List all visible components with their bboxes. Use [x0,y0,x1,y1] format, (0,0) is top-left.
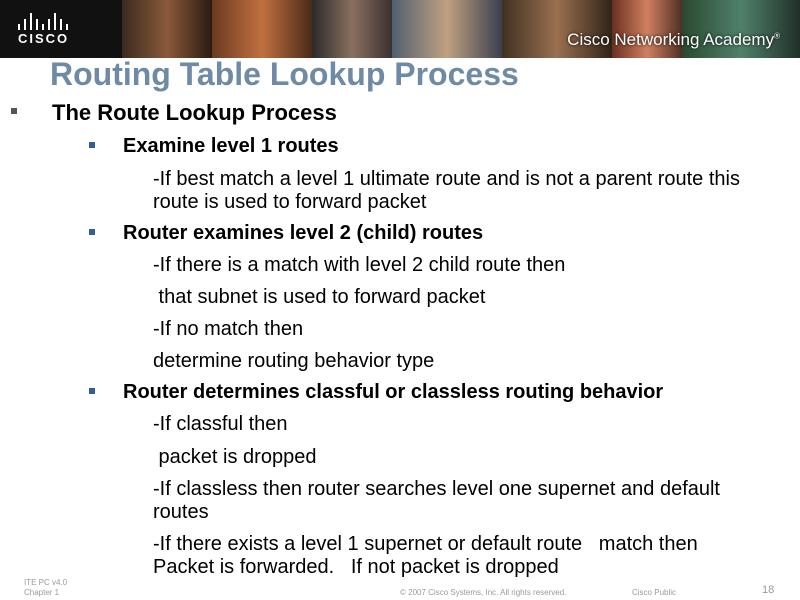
footer-chapter: Chapter 1 [24,588,60,597]
bullet-marker [89,142,95,148]
main-bullet: The Route Lookup Process [52,100,337,125]
detail-line-a1: -If best match a level 1 ultimate route and is not a parent route this route is used to forward packet [153,168,740,213]
detail-line-b3: -If no match then [153,318,304,340]
bullet-marker [89,229,95,235]
header-banner [0,0,800,58]
sub-bullet-3: Router determines classful or classless routing behavior [123,381,664,403]
banner-photo-1 [122,0,212,58]
academy-name [567,30,780,50]
sub-bullet-2: Router examines level 2 (child) routes [123,222,484,244]
banner-photo-4 [392,0,502,58]
banner-photo-2 [212,0,312,58]
detail-line-b4: determine routing behavior type [153,350,435,372]
slide-title: Routing Table Lookup Process [50,56,519,92]
cisco-logo [0,0,122,58]
detail-line-b2: that subnet is used to forward packet [153,286,486,308]
detail-line-c2: packet is dropped [153,446,317,468]
registered-mark: ® [774,31,780,41]
sub-bullet-1: Examine level 1 routes [123,135,339,157]
academy-name-text: Cisco Networking Academy [567,30,775,49]
detail-line-c4: -If there exists a level 1 supernet or default route match then Packet is forwarded. If not packet is dropped [153,533,704,578]
cisco-bridge-icon [18,12,72,30]
detail-line-c1: -If classful then [153,413,288,435]
bullet-marker [11,108,17,114]
footer-classification: Cisco Public [632,588,677,597]
detail-line-c3: -If classless then router searches level one supernet and default routes [153,478,720,523]
footer-course: ITE PC v4.0 [24,578,68,587]
detail-line-b1: -If there is a match with level 2 child route then [153,254,566,276]
bullet-marker [89,388,95,394]
banner-photo-3 [312,0,392,58]
footer-copyright: © 2007 Cisco Systems, Inc. All rights reserved. [400,588,567,597]
page-number: 18 [762,584,775,596]
cisco-logo-text: CISCO [18,31,70,46]
